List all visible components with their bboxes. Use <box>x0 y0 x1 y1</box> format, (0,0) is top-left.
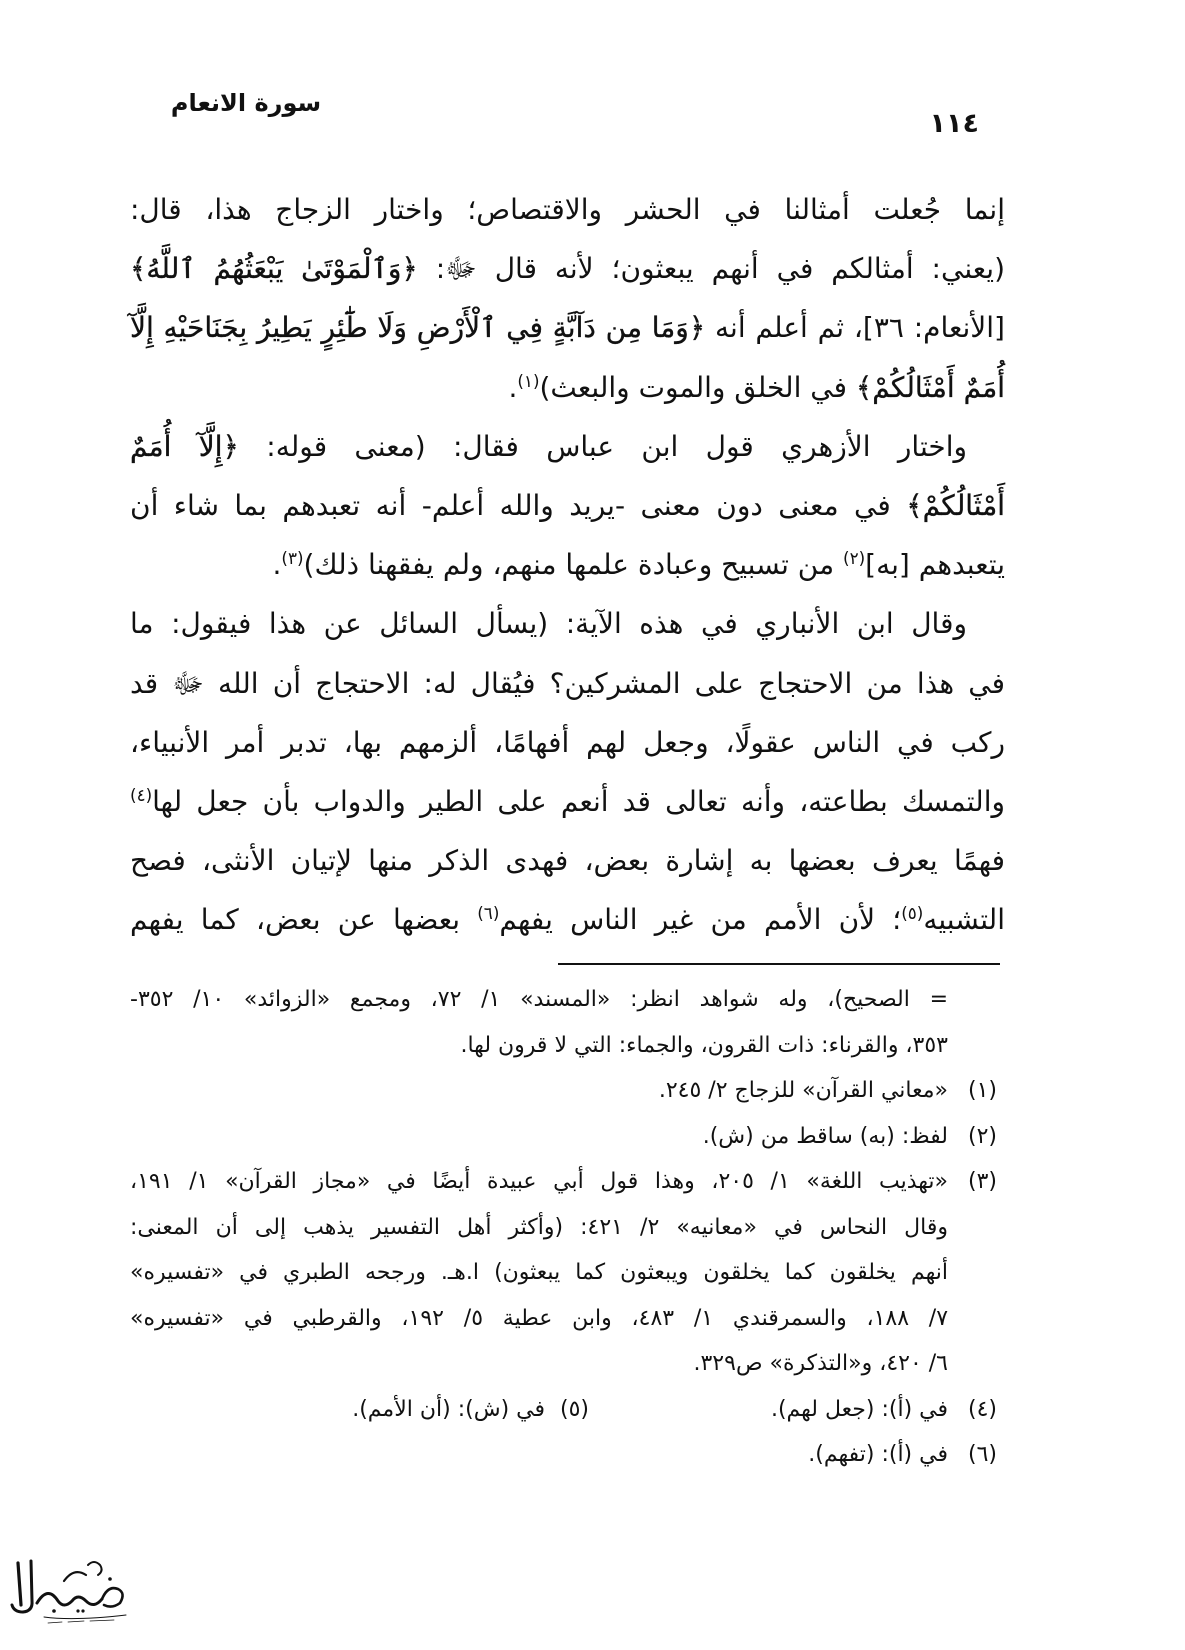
body-line <box>130 831 1005 890</box>
watermark-logo <box>4 1545 136 1627</box>
running-head: سورة الانعام <box>170 89 322 117</box>
page-number: ١١٤ <box>929 108 979 139</box>
body-line <box>130 476 1005 535</box>
body-text: واختار الأزهري قول ابن عباس فقال: (معنى قوله: <box>238 429 968 463</box>
footnotes-block <box>0 977 1185 1478</box>
footnote-number: (٤) <box>967 1396 997 1422</box>
body-line <box>130 535 1005 594</box>
body-text: من تسبيح وعبادة علمها منهم، ولم يفقهنا ذلك) <box>303 548 843 582</box>
body-line <box>130 890 1005 949</box>
body-line <box>130 180 1005 239</box>
footnote-row <box>0 1068 1185 1114</box>
footnote-text: «معاني القرآن» للزجاج ٢/ ٢٤٥. <box>658 1078 948 1103</box>
quran-text: أُمَمٌ أَمْثَالُكُمْ﴾ <box>855 370 1005 404</box>
body-text: ركب في الناس عقولًا، وجعل لهم أفهامًا، ألزمهم بها، تدبر أمر الأنبياء، <box>130 725 1005 759</box>
body-text: في معنى دون معنى -يريد والله أعلم- أنه تعبدهم بما شاء أن <box>130 488 907 522</box>
footnote-text: «تهذيب اللغة» ١/ ٢٠٥، وهذا قول أبي عبيدة أيضًا في «مجاز القرآن» ١/ ١٩١، <box>130 1169 949 1194</box>
footnote-row <box>0 977 1185 1023</box>
quran-text: ﴿وَٱلْمَوْتَىٰ يَبْعَثُهُمُ ٱللَّهُ﴾ <box>130 252 418 286</box>
footnote-text: ٣٥٣، والقرناء: ذات القرون، والجماء: التي لا قرون لها. <box>460 1032 948 1058</box>
footnote-text: أنهم يخلقون كما يخلقون ويبعثون كما يبعثون) ا.هـ. ورجحه الطبري في «تفسيره» <box>130 1260 948 1285</box>
footnote-ref: (٤) <box>130 784 153 805</box>
body-text: إنما جُعلت أمثالنا في الحشر والاقتصاص؛ واختار الزجاج هذا، قال: <box>130 193 1005 226</box>
quran-text: ﴿إِلَّآ أُمَمٌ <box>130 429 239 463</box>
footnote-text: في (ش): (أن الأمم). <box>352 1396 545 1422</box>
footnote-number: (٦) <box>967 1442 997 1467</box>
footnote-row <box>0 1114 1185 1160</box>
body-line <box>130 417 1005 476</box>
footnote-row <box>0 1159 1185 1205</box>
body-line <box>130 239 1005 298</box>
footnote-number: (٣) <box>967 1169 997 1194</box>
body-text: [الأنعام: ٣٦]، ثم أعلم أنه <box>705 311 1005 345</box>
body-line <box>130 298 1005 357</box>
body-text: والتمسك بطاعته، وأنه تعالى قد أنعم على الطير والدواب بأن جعل لها <box>152 784 1005 818</box>
body-line <box>130 594 1005 653</box>
footnote-text: لفظ: (به) ساقط من (ش). <box>702 1123 948 1149</box>
footnote-row <box>0 1387 1185 1433</box>
body-text: . <box>508 370 518 404</box>
footnote-row <box>0 1341 1185 1387</box>
footnote-text: ٧/ ١٨٨، والسمرقندي ١/ ٤٨٣، وابن عطية ٥/ ١٩٢، والقرطبي في «تفسيره» <box>130 1305 949 1331</box>
footnote-number: (٥) <box>559 1396 589 1422</box>
body-text: وقال ابن الأنباري في هذه الآية: (يسأل السائل عن هذا فيقول: ما <box>130 607 967 641</box>
footnote-separator <box>558 963 1000 965</box>
body-text: بعضها عن بعض، كما يفهم <box>130 903 478 937</box>
footnote-row <box>0 1432 1185 1478</box>
footnote-text: وقال النحاس في «معانيه» ٢/ ٤٢١: (وأكثر أهل التفسير يذهب إلى أن المعنى: <box>130 1214 948 1240</box>
footnote-text: = الصحيح)، وله شواهد انظر: «المسند» ١/ ٧٢، ومجمع «الزوائد» ١٠/ ٣٥٢- <box>130 987 949 1012</box>
footnote-row <box>0 1205 1185 1251</box>
footnote-text: في (أ): (جعل لهم). <box>770 1396 948 1422</box>
body-text: في الخلق والموت والبعث) <box>539 370 856 404</box>
footnote-ref: (٦) <box>477 903 500 924</box>
footnote-text: ٦/ ٤٢٠، و«التذكرة» ص٣٢٩. <box>693 1351 948 1376</box>
body-line <box>130 358 1005 417</box>
quran-text: أَمْثَالُكُمْ﴾ <box>906 488 1005 522</box>
body-text: . <box>272 548 282 582</box>
body-text: التشبيه <box>923 903 1005 937</box>
body-text: فهمًا يعرف بعضها به إشارة بعض، فهدى الذكر منها لإتيان الأنثى، فصح <box>130 844 1005 878</box>
footnote-ref: (١) <box>517 370 540 391</box>
body-text: (يعني: أمثالكم في أنهم يبعثون؛ لأنه قال ﷻ: <box>417 252 1005 286</box>
body-text-block <box>130 180 1005 949</box>
body-text: يتعبدهم [به] <box>865 548 1005 582</box>
footnote-number: (١) <box>967 1078 997 1103</box>
footnote-row <box>0 1296 1185 1342</box>
footnote-row <box>0 1250 1185 1296</box>
quran-text: ﴿وَمَا مِن دَآبَّةٍ فِي ٱلْأَرْضِ وَلَا طَٰٓئِرٍ يَطِيرُ بِجَنَاحَيْهِ إِلَّآ <box>130 311 706 345</box>
body-text: في هذا من الاحتجاج على المشركين؟ فيُقال له: الاحتجاج أن الله ﷻ قد <box>130 666 1005 700</box>
body-text: ؛ لأن الأمم من غير الناس يفهم <box>499 903 902 937</box>
body-line <box>130 654 1005 713</box>
footnote-row <box>0 1023 1185 1069</box>
footnote-ref: (٥) <box>901 903 924 924</box>
footnote-ref: (٣) <box>281 548 304 569</box>
body-line <box>130 772 1005 831</box>
footnote-ref: (٢) <box>843 548 866 569</box>
body-line <box>130 713 1005 772</box>
footnote-text: في (أ): (تفهم). <box>808 1442 948 1467</box>
footnote-number: (٢) <box>967 1123 997 1149</box>
